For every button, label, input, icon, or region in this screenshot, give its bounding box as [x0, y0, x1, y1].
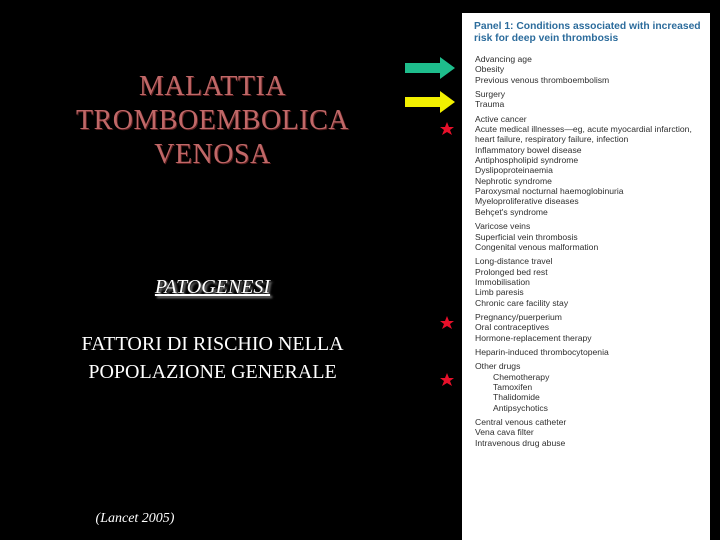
- risk-line: FATTORI DI RISCHIO NELLA: [81, 333, 344, 355]
- list-item: Vena cava filter: [475, 427, 534, 438]
- list-item: Chemotherapy: [493, 371, 550, 382]
- title-line: TROMBOEMBOLICA: [75, 105, 349, 136]
- red-star-icon: [440, 122, 454, 135]
- list-item: Varicose veins: [475, 221, 531, 232]
- list-item: Behçet's syndrome: [475, 206, 548, 217]
- list-item: Tamoxifen: [493, 381, 533, 392]
- title-line: VENOSA: [154, 139, 271, 170]
- list-item: Nephrotic syndrome: [475, 175, 552, 186]
- list-item: Thalidomide: [493, 392, 540, 403]
- list-item: heart failure, respiratory failure, infection: [475, 134, 629, 145]
- panel-title: Panel 1: Conditions associated with increased risk for deep vein thrombosis: [474, 21, 701, 44]
- list-item: Trauma: [475, 99, 505, 110]
- list-item: Oral contraceptives: [475, 322, 550, 333]
- list-item: Active cancer: [475, 113, 527, 124]
- title-line: MALATTIA: [138, 71, 287, 102]
- list-item: Immobilisation: [475, 276, 530, 287]
- red-star-icon: [440, 373, 454, 386]
- list-item: Limb paresis: [475, 287, 524, 298]
- yellow-arrow-icon: [405, 91, 455, 113]
- list-item: Acute medical illnesses—eg, acute myocardial infarction,: [475, 124, 692, 135]
- citation: (Lancet 2005): [95, 511, 175, 526]
- list-item: Chronic care facility stay: [475, 297, 569, 308]
- list-item: Superficial vein thrombosis: [475, 231, 578, 242]
- green-arrow-icon: [405, 57, 455, 79]
- list-item: Antipsychotics: [493, 402, 548, 413]
- list-item: Dyslipoproteinaemia: [475, 165, 553, 176]
- list-item: Obesity: [475, 64, 505, 75]
- list-item: Other drugs: [475, 361, 521, 372]
- list-item: Congenital venous malformation: [475, 241, 599, 252]
- list-item: Paroxysmal nocturnal haemoglobinuria: [475, 186, 624, 197]
- list-item: Intravenous drug abuse: [475, 437, 566, 448]
- list-item: Previous venous thromboembolism: [475, 74, 610, 85]
- list-item: Central venous catheter: [475, 417, 567, 427]
- list-item: Surgery: [475, 89, 506, 100]
- list-item: Pregnancy/puerperium: [475, 311, 562, 322]
- risk-line: POPOLAZIONE GENERALE: [88, 361, 337, 383]
- list-item: Heparin-induced thrombocytopenia: [475, 346, 609, 357]
- list-item: Prolonged bed rest: [475, 266, 548, 277]
- list-item: Advancing age: [475, 54, 532, 64]
- red-star-icon: [440, 316, 454, 329]
- list-item: Myeloproliferative diseases: [475, 196, 579, 207]
- list-item: Inflammatory bowel disease: [475, 144, 582, 155]
- slide-subtitle: PATOGENESI: [154, 276, 271, 298]
- list-item: Long-distance travel: [475, 256, 553, 267]
- list-item: Antiphospholipid syndrome: [475, 155, 579, 166]
- list-item: Hormone-replacement therapy: [475, 332, 592, 343]
